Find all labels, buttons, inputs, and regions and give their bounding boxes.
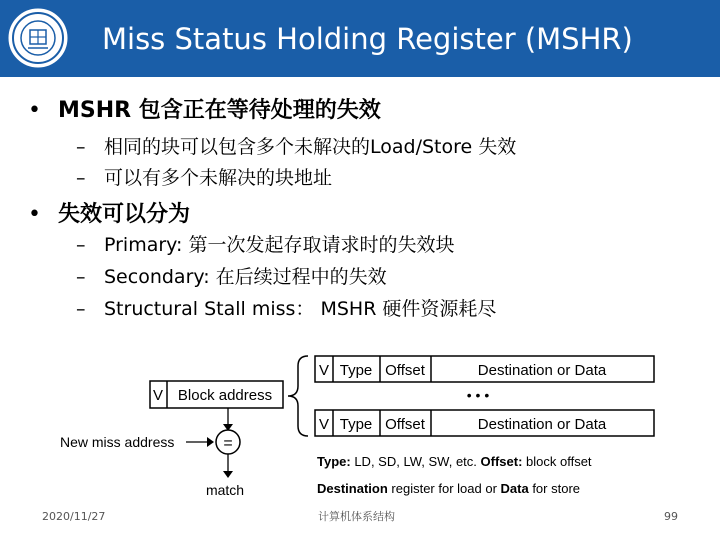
new-miss-arrowhead bbox=[207, 437, 214, 447]
sub-bullet bbox=[76, 262, 387, 289]
sub-bullet-text: 可以有多个未解决的块地址 bbox=[104, 167, 333, 189]
legend-offset-value: block offset bbox=[522, 454, 592, 469]
dash-marker: – bbox=[76, 136, 86, 158]
legend-dest-end: for store bbox=[528, 481, 580, 496]
sub-bullet bbox=[76, 163, 332, 190]
dash-marker: – bbox=[76, 167, 86, 189]
match-label: match bbox=[205, 482, 245, 498]
bullet-dot: • bbox=[28, 202, 41, 227]
entry-type: Type bbox=[339, 416, 373, 433]
legend-line-type-offset bbox=[317, 454, 592, 469]
bullet-text: MSHR 包含正在等待处理的失效 bbox=[58, 98, 381, 123]
entry-type: Type bbox=[339, 362, 373, 379]
new-miss-address-label: New miss address bbox=[60, 434, 175, 450]
dash-marker: – bbox=[76, 234, 86, 256]
entry-offset: Offset bbox=[385, 416, 425, 433]
sub-bullet bbox=[76, 132, 516, 159]
block-entry-valid: V bbox=[152, 387, 164, 404]
compare-to-match-arrowhead bbox=[223, 471, 233, 478]
entry-valid: V bbox=[318, 416, 330, 433]
dash-marker: – bbox=[76, 298, 86, 320]
dash-marker: – bbox=[76, 266, 86, 288]
legend-dest-key: Destination bbox=[317, 481, 388, 496]
footer-course: 计算机体系结构 bbox=[318, 510, 395, 523]
legend-data-key: Data bbox=[500, 481, 529, 496]
sub-bullet-text: Primary: 第一次发起存取请求时的失效块 bbox=[104, 234, 455, 256]
legend-type-key: Type: bbox=[317, 454, 351, 469]
page-title: Miss Status Holding Register (MSHR) bbox=[102, 22, 633, 56]
legend-dest-middle: register for load or bbox=[387, 481, 501, 496]
bullet-mshr bbox=[28, 93, 381, 124]
bullet-text: 失效可以分为 bbox=[58, 202, 191, 227]
entry-destination: Destination or Data bbox=[477, 362, 607, 379]
footer-page-number: 99 bbox=[664, 510, 678, 523]
sub-bullet bbox=[76, 294, 496, 321]
sub-bullet-text: 相同的块可以包含多个未解决的Load/Store 失效 bbox=[104, 136, 517, 158]
university-logo-icon bbox=[6, 6, 70, 70]
sub-bullet-text: Structural Stall miss： MSHR 硬件资源耗尽 bbox=[104, 298, 497, 320]
entries-brace bbox=[288, 356, 308, 436]
mshr-diagram bbox=[0, 330, 720, 510]
comparator-symbol: = bbox=[223, 435, 233, 452]
sub-bullet-text: Secondary: 在后续过程中的失效 bbox=[104, 266, 387, 288]
entry-destination: Destination or Data bbox=[477, 416, 607, 433]
legend-type-values: LD, SD, LW, SW, etc. bbox=[350, 454, 481, 469]
block-address-label: Block address bbox=[177, 387, 273, 404]
entries-ellipsis: • • • bbox=[466, 387, 490, 403]
header-bar bbox=[0, 0, 720, 77]
footer-date: 2020/11/27 bbox=[42, 510, 106, 523]
sub-bullet bbox=[76, 230, 454, 257]
entry-offset: Offset bbox=[385, 362, 425, 379]
entry-valid: V bbox=[318, 362, 330, 379]
bullet-dot: • bbox=[28, 98, 41, 123]
legend-line-destination bbox=[317, 481, 580, 496]
legend-offset-key: Offset: bbox=[480, 454, 523, 469]
bullet-miss-types bbox=[28, 197, 190, 228]
